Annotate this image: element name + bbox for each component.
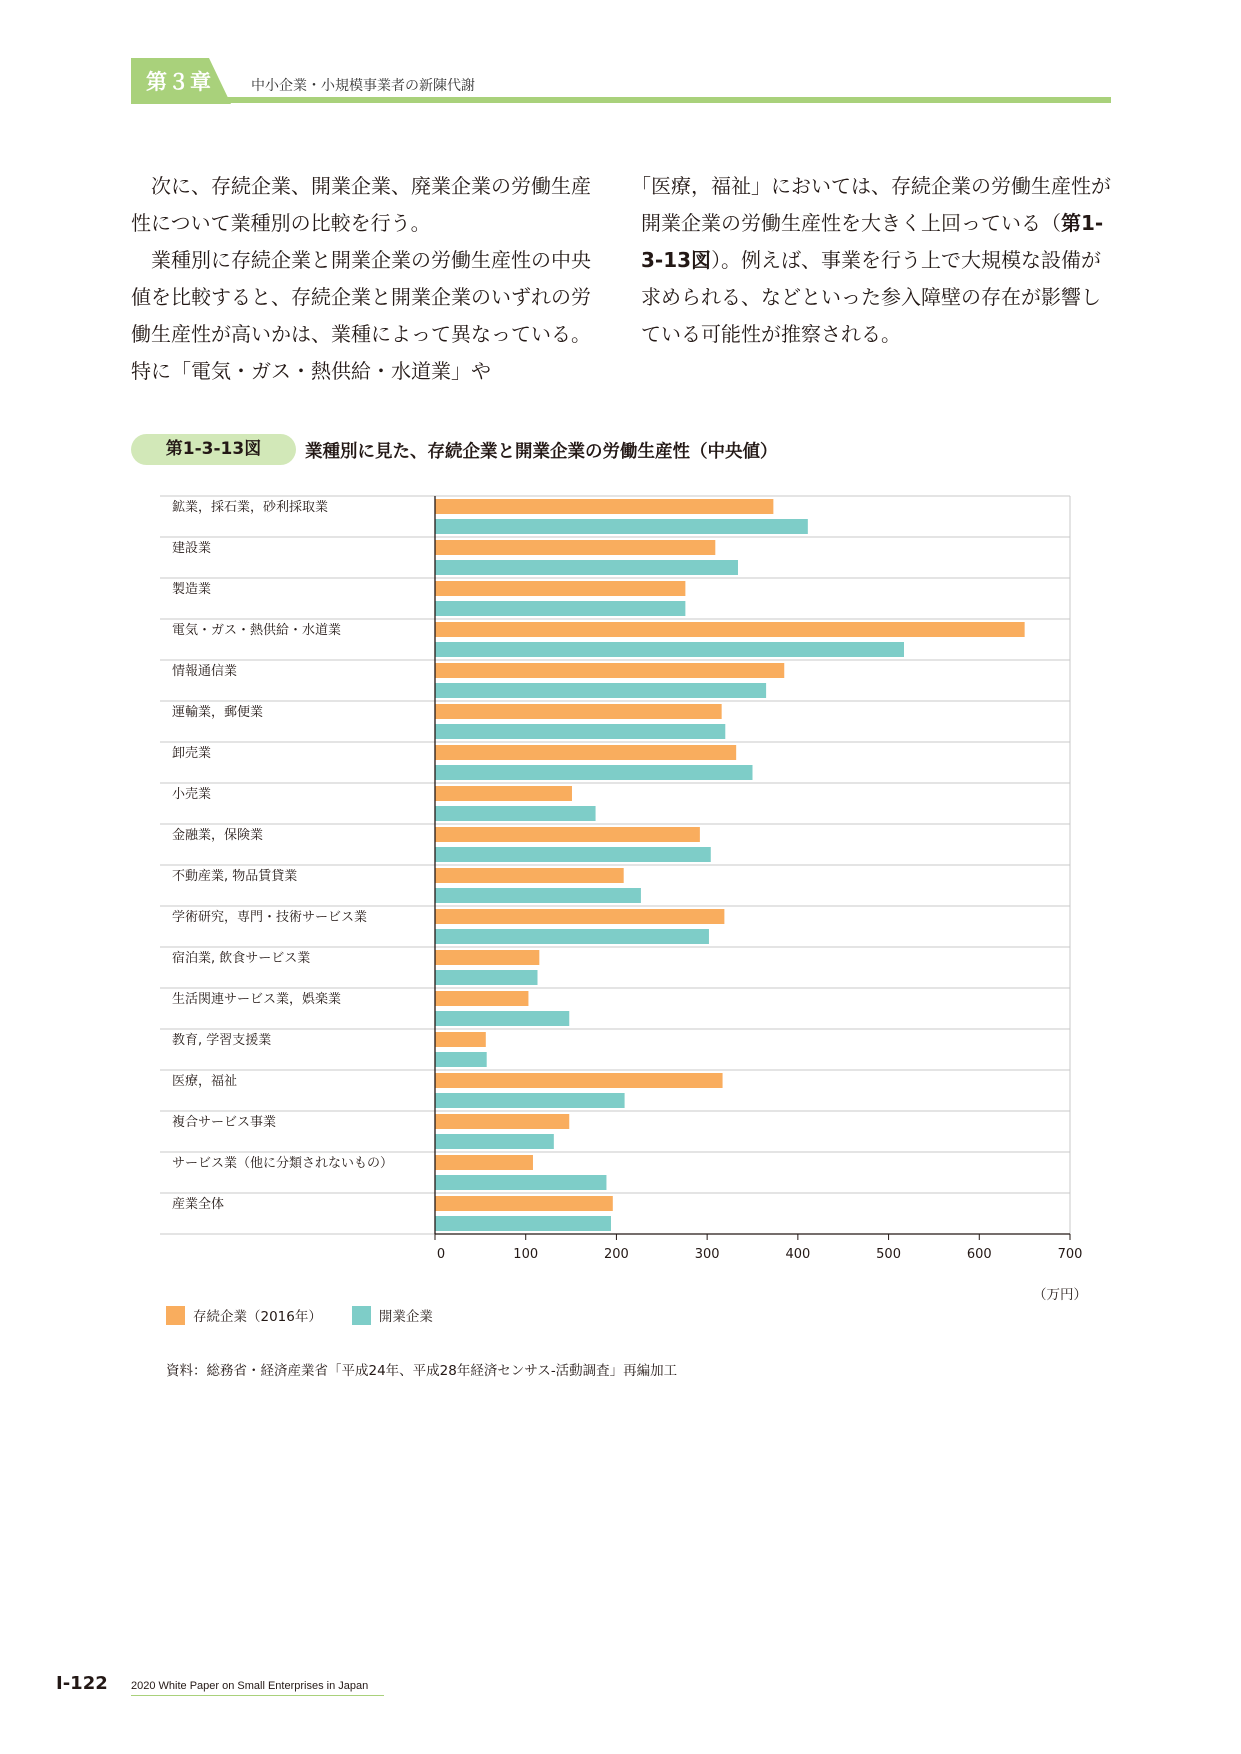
bar-survivor bbox=[435, 1155, 533, 1170]
category-label: 製造業 bbox=[172, 582, 212, 597]
header-rule bbox=[131, 97, 1111, 103]
legend-swatch-startup bbox=[352, 1306, 371, 1325]
body-text-left bbox=[131, 168, 606, 390]
bar-startup bbox=[435, 560, 738, 575]
body-paragraph bbox=[631, 168, 1116, 353]
chapter-label: 第３章 bbox=[146, 70, 212, 94]
bar-startup bbox=[435, 847, 711, 862]
bar-startup bbox=[435, 765, 753, 780]
bar-startup bbox=[435, 1134, 554, 1149]
bar-startup bbox=[435, 888, 641, 903]
publication-title: 2020 White Paper on Small Enterprises in Japan bbox=[131, 1680, 369, 1692]
body-text-span: ）。例えば、事業を行う上で大規模な設備が求められる、などといった参入障壁の存在が影響している可能性が推察される。 bbox=[641, 248, 1102, 346]
x-tick-label: 500 bbox=[876, 1247, 901, 1262]
category-label: 複合サービス事業 bbox=[172, 1115, 277, 1130]
bar-startup bbox=[435, 1093, 625, 1108]
bar-survivor bbox=[435, 622, 1025, 637]
category-label: サービス業（他に分類されないもの） bbox=[172, 1156, 394, 1171]
category-label: 建設業 bbox=[172, 541, 212, 556]
category-label: 金融業，保険業 bbox=[172, 828, 264, 843]
footer-rule bbox=[131, 1695, 384, 1696]
bar-survivor bbox=[435, 868, 624, 883]
chapter-title: 中小企業・小規模事業者の新陳代謝 bbox=[251, 78, 475, 94]
x-tick-label: 100 bbox=[513, 1247, 539, 1262]
category-label: 産業全体 bbox=[172, 1197, 225, 1212]
bar-survivor bbox=[435, 704, 722, 719]
x-tick-label: 600 bbox=[966, 1247, 992, 1262]
bar-survivor bbox=[435, 950, 539, 965]
category-label: 鉱業，採石業，砂利採取業 bbox=[172, 500, 329, 515]
legend-label-survivor: 存続企業（2016年） bbox=[193, 1309, 322, 1325]
figure-reference: 第1-3-13図 bbox=[641, 211, 1104, 272]
x-tick-label: 400 bbox=[785, 1247, 811, 1262]
category-label: 小売業 bbox=[172, 787, 212, 802]
bar-survivor bbox=[435, 540, 715, 555]
category-label: 情報通信業 bbox=[172, 664, 238, 679]
bar-survivor bbox=[435, 663, 784, 678]
x-tick-label: 200 bbox=[604, 1247, 629, 1262]
body-text-right bbox=[631, 168, 1116, 353]
bar-startup bbox=[435, 724, 725, 739]
category-label: 卸売業 bbox=[172, 746, 212, 761]
bar-chart bbox=[150, 490, 1090, 1275]
figure-title: 業種別に見た、存続企業と開業企業の労働生産性（中央値） bbox=[305, 442, 778, 462]
bar-startup bbox=[435, 519, 808, 534]
bar-survivor bbox=[435, 786, 572, 801]
bar-startup bbox=[435, 642, 904, 657]
bar-startup bbox=[435, 970, 538, 985]
category-label: 宿泊業, 飲食サービス業 bbox=[172, 951, 311, 966]
legend-label-startup: 開業企業 bbox=[378, 1309, 433, 1325]
bar-startup bbox=[435, 1011, 569, 1026]
bar-survivor bbox=[435, 909, 724, 924]
category-label: 運輸業，郵便業 bbox=[172, 705, 264, 720]
bar-startup bbox=[435, 1052, 487, 1067]
bar-survivor bbox=[435, 827, 700, 842]
category-label: 不動産業, 物品賃貸業 bbox=[172, 869, 298, 884]
bar-startup bbox=[435, 601, 685, 616]
page-number: Ⅰ-122 bbox=[56, 1673, 108, 1694]
body-paragraph: 業種別に存続企業と開業企業の労働生産性の中央値を比較すると、存続企業と開業企業のいずれの労働生産性が高いかは、業種によって異なっている。特に「電気・ガス・熱供給・水道業」や bbox=[131, 248, 591, 383]
x-tick-label: 0 bbox=[436, 1247, 446, 1262]
bar-survivor bbox=[435, 581, 685, 596]
bar-survivor bbox=[435, 991, 528, 1006]
x-tick-label: 700 bbox=[1057, 1247, 1083, 1262]
bar-startup bbox=[435, 1175, 606, 1190]
legend-swatch-survivor bbox=[166, 1306, 185, 1325]
bar-startup bbox=[435, 1216, 611, 1231]
bar-startup bbox=[435, 683, 766, 698]
legend-item-survivor bbox=[166, 1305, 322, 1325]
category-label: 電気・ガス・熱供給・水道業 bbox=[172, 623, 342, 638]
bar-survivor bbox=[435, 1073, 723, 1088]
source-note: 資料：総務省・経済産業省「平成24年、平成28年経済センサス‐活動調査」再編加工 bbox=[166, 1363, 678, 1379]
unit-label: （万円） bbox=[1033, 1287, 1087, 1303]
bar-startup bbox=[435, 806, 596, 821]
bar-survivor bbox=[435, 1032, 486, 1047]
legend-item-startup bbox=[352, 1305, 433, 1325]
x-tick-label: 300 bbox=[694, 1247, 720, 1262]
category-label: 生活関連サービス業，娯楽業 bbox=[172, 992, 342, 1007]
body-text-span: 「医療，福祉」においては、存続企業の労働生産性が開業企業の労働生産性を大きく上回っている（ bbox=[631, 174, 1111, 235]
bar-survivor bbox=[435, 745, 736, 760]
bar-startup bbox=[435, 929, 709, 944]
category-label: 学術研究，専門・技術サービス業 bbox=[172, 910, 368, 925]
category-label: 教育, 学習支援業 bbox=[172, 1033, 272, 1048]
bar-survivor bbox=[435, 499, 773, 514]
bar-survivor bbox=[435, 1196, 613, 1211]
category-label: 医療，福祉 bbox=[172, 1074, 238, 1089]
bar-survivor bbox=[435, 1114, 569, 1129]
body-paragraph: 次に、存続企業、開業企業、廃業企業の労働生産性について業種別の比較を行う。 bbox=[131, 174, 591, 235]
figure-number-badge: 第1-3-13図 bbox=[131, 434, 296, 465]
legend bbox=[166, 1305, 463, 1325]
